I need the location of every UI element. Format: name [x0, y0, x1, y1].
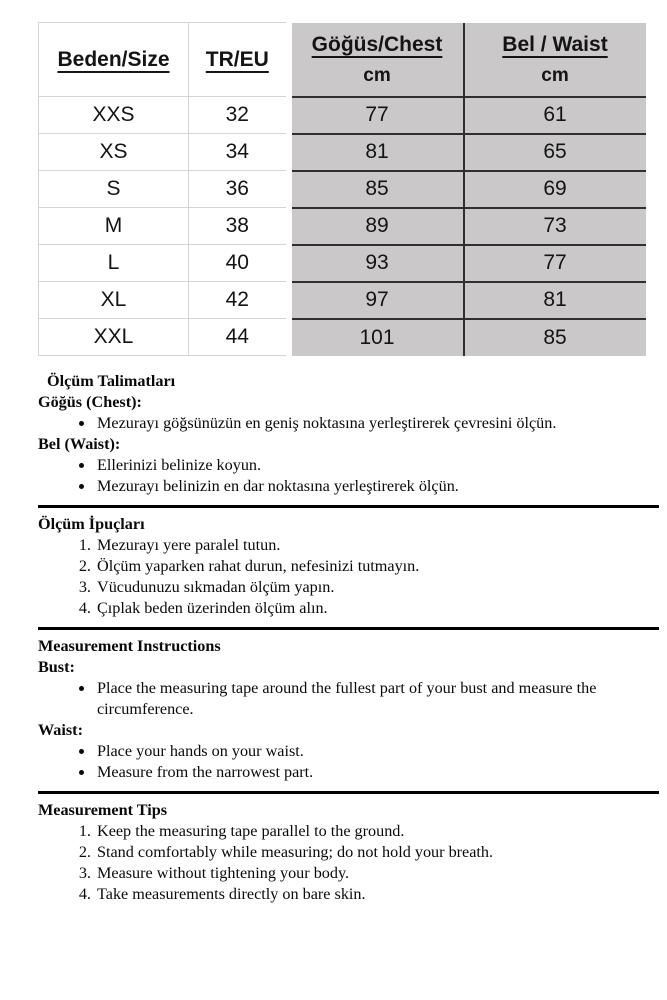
group-label-waist-tr: Bel (Waist): [38, 435, 121, 453]
chest-cell: 81 [289, 134, 464, 171]
size-cell: L [39, 245, 189, 282]
tip-item: 1. Mezurayı yere paralel tutun. [95, 535, 659, 556]
tip-item: 1. Keep the measuring tape parallel to the ground. [95, 821, 659, 842]
table-row [39, 319, 646, 356]
size-cell: XS [39, 134, 189, 171]
instruction-list [38, 455, 659, 497]
size-cell: XXS [39, 97, 189, 134]
tr-eu-cell: 38 [189, 208, 289, 245]
table-row [39, 245, 646, 282]
chest-cell: 89 [289, 208, 464, 245]
instruction-list [38, 741, 659, 783]
group-label-bust-en: Bust: [38, 658, 75, 676]
col-header-tr-eu [189, 23, 289, 97]
chest-cell: 77 [289, 97, 464, 134]
section-title: Ölçüm Talimatları [47, 372, 176, 390]
tr-eu-cell: 32 [189, 97, 289, 134]
section-divider [38, 791, 659, 794]
tips-list [38, 535, 659, 619]
instruction-item: • Place your hands on your waist. [95, 741, 659, 762]
size-cell: S [39, 171, 189, 208]
table-row [39, 171, 646, 208]
col-header-waist [464, 23, 646, 97]
table-row [39, 208, 646, 245]
section-title: Measurement Tips [38, 801, 168, 819]
section-divider [38, 627, 659, 630]
tr-eu-cell: 34 [189, 134, 289, 171]
waist-cell: 81 [464, 282, 646, 319]
chest-cell: 85 [289, 171, 464, 208]
tr-eu-cell: 36 [189, 171, 289, 208]
size-cell: M [39, 208, 189, 245]
group-label-waist-en: Waist: [38, 721, 83, 739]
instruction-item: • Measure from the narrowest part. [95, 762, 659, 783]
instruction-item: • Mezurayı göğsünüzün en geniş noktasına yerleştirerek çevresini ölçün. [95, 413, 659, 434]
col-header-chest-unit: cm [363, 65, 391, 86]
tip-item: 3. Measure without tightening your body. [95, 863, 659, 884]
section-title: Measurement Instructions [38, 637, 221, 655]
waist-cell: 61 [464, 97, 646, 134]
english-measurement-tips-section [38, 800, 659, 905]
col-header-chest-label: Göğüs/Chest [311, 33, 443, 56]
instruction-item: • Mezurayı belinizin en dar noktasına yerleştirerek ölçün. [95, 476, 659, 497]
turkish-measurement-tips-section [38, 514, 659, 619]
col-header-tr-eu-label: TR/EU [205, 47, 269, 71]
instruction-item: • Ellerinizi belinize koyun. [95, 455, 659, 476]
instruction-list [38, 413, 659, 434]
tip-item: 4. Çıplak beden üzerinden ölçüm alın. [95, 598, 659, 619]
chest-cell: 97 [289, 282, 464, 319]
chest-cell: 101 [289, 319, 464, 356]
group-label-chest-tr: Göğüs (Chest): [38, 393, 142, 411]
waist-cell: 69 [464, 171, 646, 208]
table-row [39, 282, 646, 319]
table-header-row [39, 23, 646, 97]
waist-cell: 65 [464, 134, 646, 171]
tip-item: 2. Ölçüm yaparken rahat durun, nefesinizi tutmayın. [95, 556, 659, 577]
tip-item: 3. Vücudunuzu sıkmadan ölçüm yapın. [95, 577, 659, 598]
col-header-chest [289, 23, 464, 97]
tr-eu-cell: 44 [189, 319, 289, 356]
tr-eu-cell: 40 [189, 245, 289, 282]
turkish-measurement-instructions-section [38, 371, 659, 497]
instruction-item: • Place the measuring tape around the fullest part of your bust and measure the circumference. [95, 678, 659, 720]
table-row [39, 134, 646, 171]
size-cell: XL [39, 282, 189, 319]
instruction-list [38, 678, 659, 720]
tr-eu-cell: 42 [189, 282, 289, 319]
english-measurement-instructions-section [38, 636, 659, 783]
col-header-beden-size-label: Beden/Size [57, 47, 170, 71]
section-divider [38, 505, 659, 508]
tip-item: 2. Stand comfortably while measuring; do not hold your breath. [95, 842, 659, 863]
chest-cell: 93 [289, 245, 464, 282]
section-title: Ölçüm İpuçları [38, 515, 145, 533]
waist-cell: 85 [464, 319, 646, 356]
waist-cell: 73 [464, 208, 646, 245]
tips-list [38, 821, 659, 905]
col-header-waist-unit: cm [541, 65, 569, 86]
tip-item: 4. Take measurements directly on bare skin. [95, 884, 659, 905]
waist-cell: 77 [464, 245, 646, 282]
size-table [38, 22, 646, 356]
size-cell: XXL [39, 319, 189, 356]
col-header-waist-label: Bel / Waist [502, 33, 608, 56]
col-header-beden-size [39, 23, 189, 97]
instructions-area [38, 371, 659, 905]
table-row [39, 97, 646, 134]
